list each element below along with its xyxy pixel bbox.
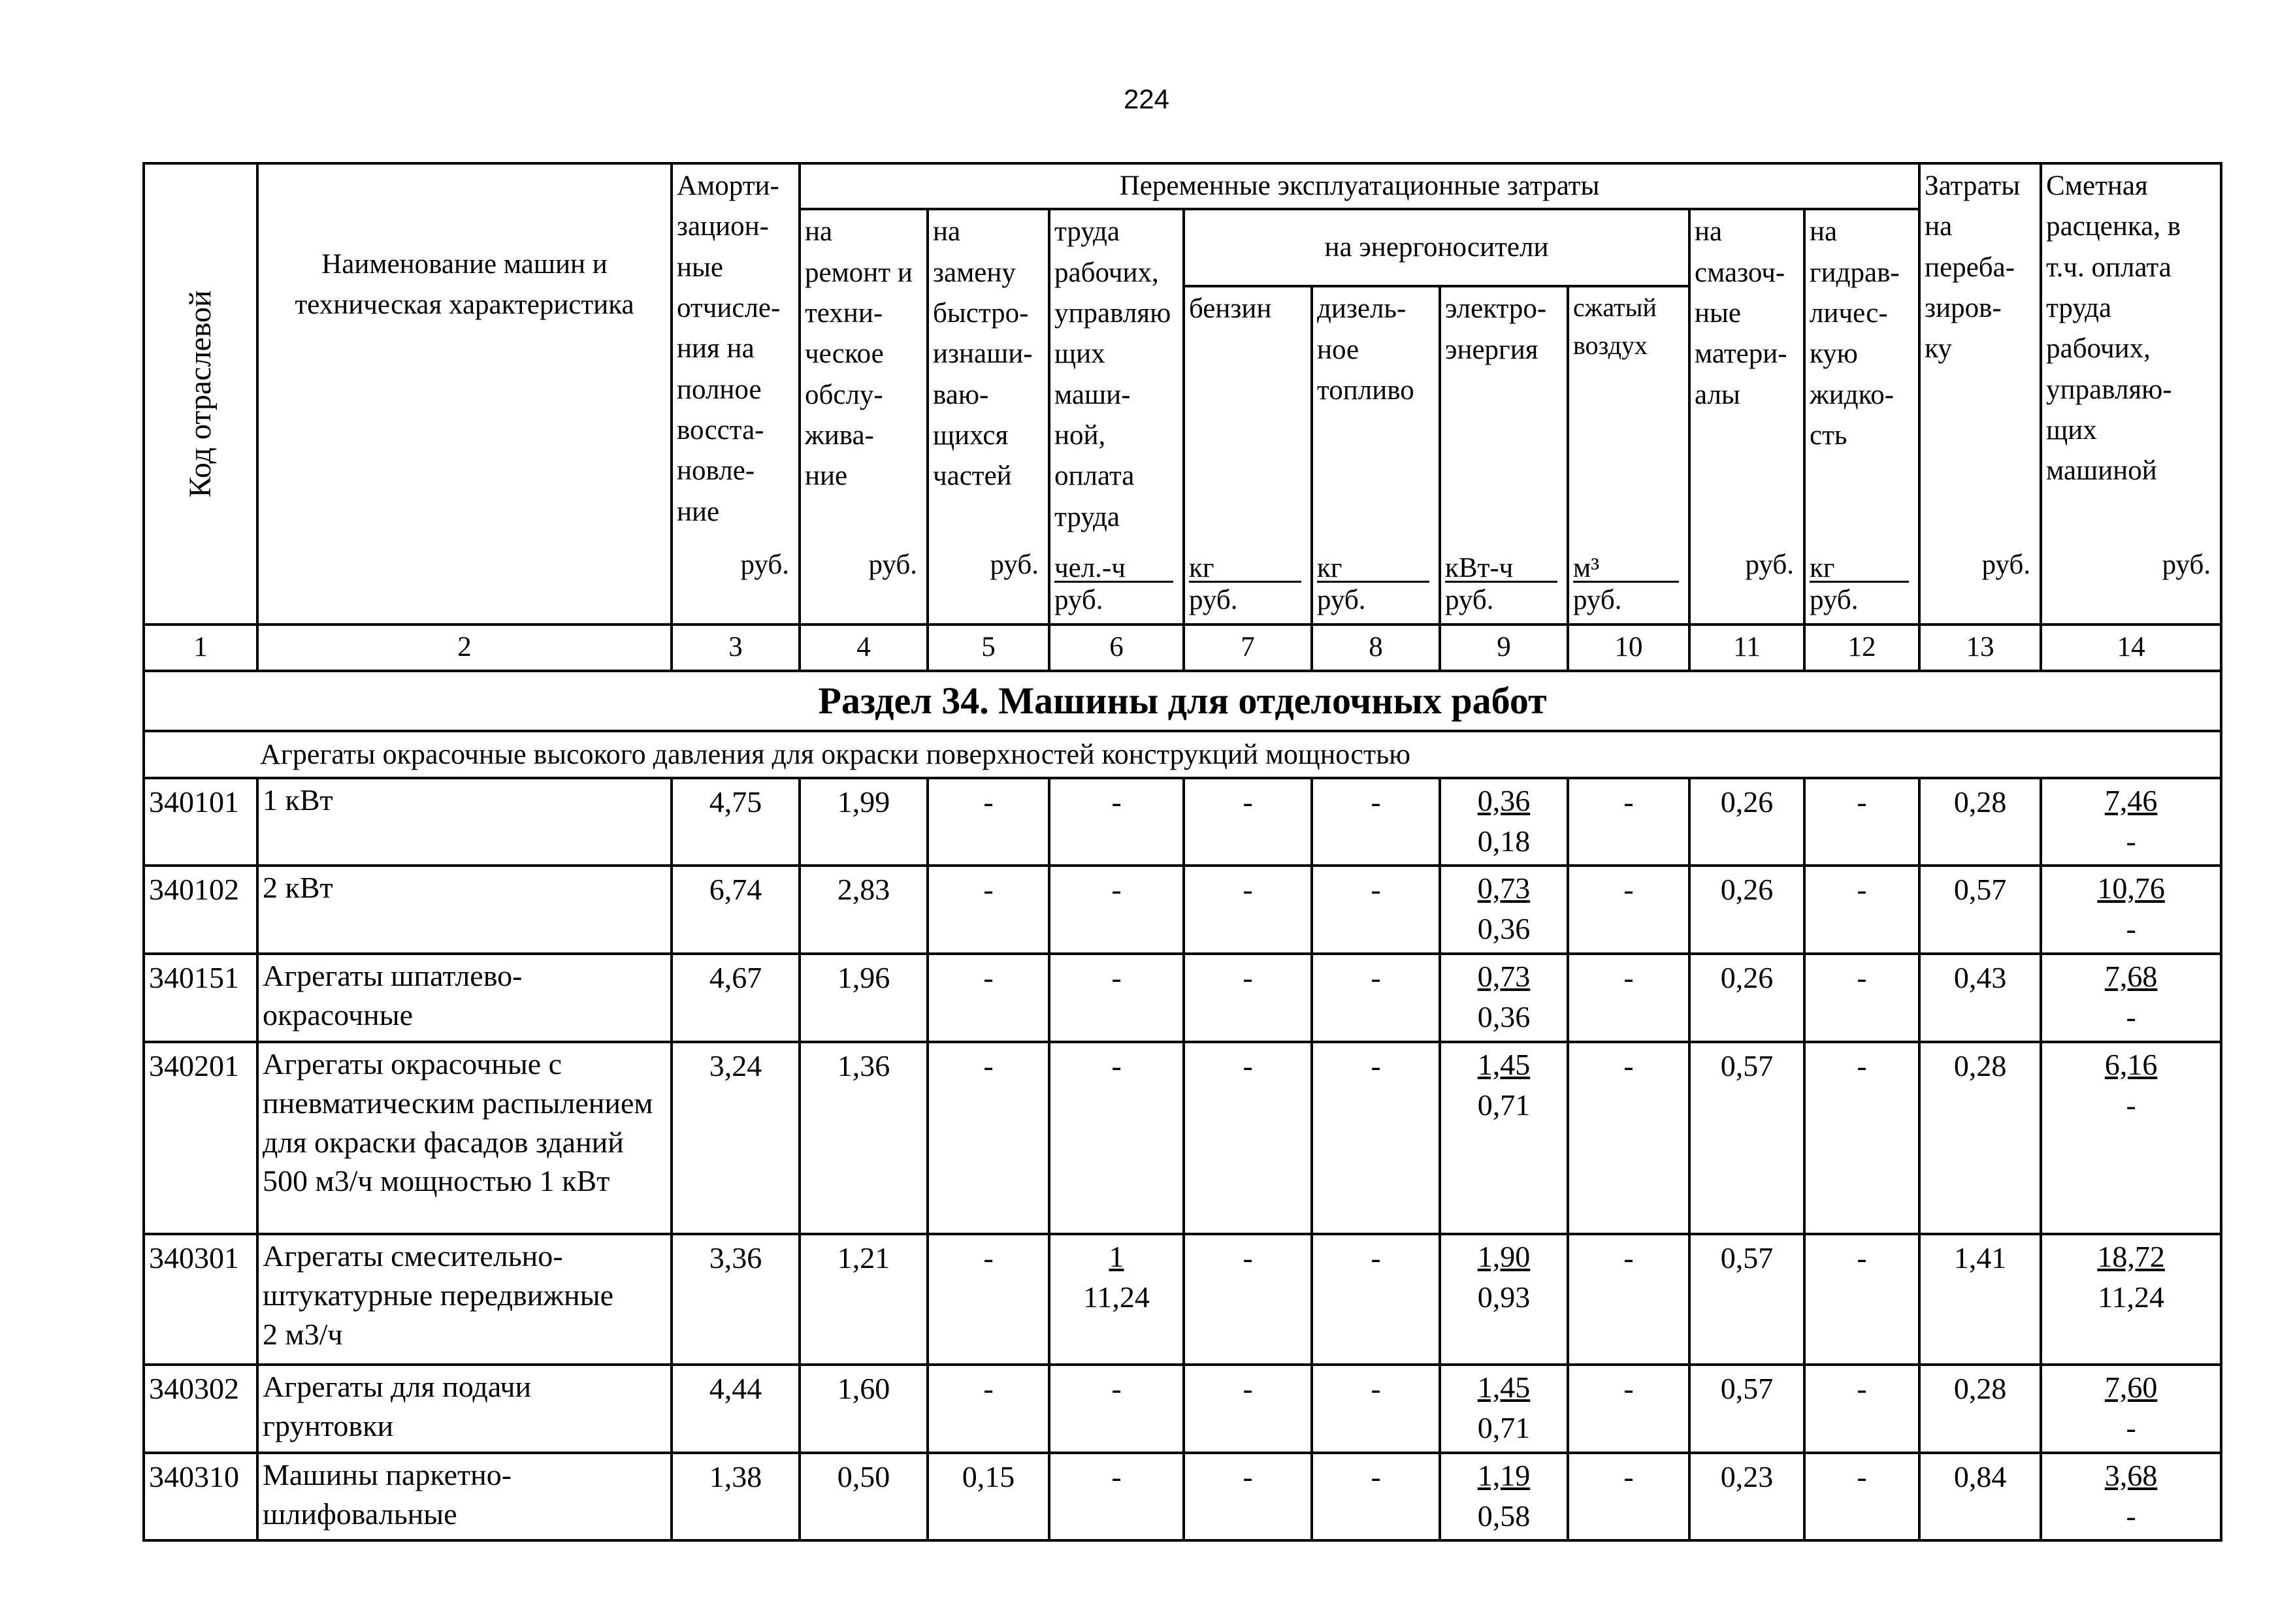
row-estimate — [2041, 866, 2221, 954]
column-number: 7 — [1184, 625, 1312, 670]
row-code: 340310 — [144, 1453, 257, 1541]
column-number: 3 — [672, 625, 800, 670]
row-electric-top: 1,19 — [1477, 1458, 1531, 1492]
header-estimate-unit: руб. — [2162, 549, 2211, 580]
row-parts: 0,15 — [928, 1453, 1049, 1541]
row-electric-fraction — [1478, 1455, 1531, 1536]
row-estimate-bottom: - — [2126, 912, 2136, 946]
row-parts: - — [928, 954, 1049, 1042]
row-amortization: 3,36 — [672, 1234, 800, 1365]
row-lubricants: 0,57 — [1689, 1234, 1804, 1365]
row-labor — [1049, 1234, 1184, 1365]
row-estimate-bottom: - — [2126, 1000, 2136, 1034]
row-labor: - — [1049, 866, 1184, 954]
row-name: Агрегаты смесительно- штукатурные передвижные 2 м3/ч — [257, 1234, 672, 1365]
row-amortization: 4,75 — [672, 778, 800, 866]
header-electric-label: электро- энергия — [1445, 293, 1547, 365]
header-petrol-label: бензин — [1189, 293, 1272, 325]
table-row — [144, 778, 2221, 866]
header-energy: на энергоносители — [1184, 209, 1689, 286]
header-name-label: Наименование машин и техническая характеристика — [295, 249, 634, 321]
header-hydraulic-unit-bottom: руб. — [1810, 585, 1859, 615]
row-estimate-bottom: - — [2126, 1411, 2136, 1445]
table-row — [144, 1042, 2221, 1234]
row-hydraulic: - — [1804, 1042, 1919, 1234]
row-labor: - — [1049, 778, 1184, 866]
row-diesel: - — [1312, 1042, 1440, 1234]
row-amortization: 1,38 — [672, 1453, 800, 1541]
row-estimate-fraction — [2105, 1367, 2158, 1448]
row-electric-bottom: 0,71 — [1477, 1411, 1531, 1445]
row-electric-fraction — [1478, 781, 1531, 862]
row-estimate-top: 7,60 — [2104, 1370, 2158, 1404]
row-electric-bottom: 0,18 — [1477, 824, 1531, 858]
row-diesel: - — [1312, 1453, 1440, 1541]
row-hydraulic: - — [1804, 954, 1919, 1042]
row-hydraulic: - — [1804, 778, 1919, 866]
row-electric-bottom: 0,58 — [1477, 1499, 1531, 1533]
row-air: - — [1568, 778, 1689, 866]
row-estimate — [2041, 1042, 2221, 1234]
row-lubricants: 0,57 — [1689, 1042, 1804, 1234]
header-diesel-unit-line — [1317, 548, 1429, 583]
column-number: 5 — [928, 625, 1049, 670]
row-repair: 1,36 — [800, 1042, 928, 1234]
row-lubricants: 0,26 — [1689, 778, 1804, 866]
row-repair: 1,96 — [800, 954, 928, 1042]
row-parts: - — [928, 1234, 1049, 1365]
header-air-label: сжатый воздух — [1573, 293, 1657, 361]
row-air: - — [1568, 1234, 1689, 1365]
header-lubricants-unit: руб. — [1745, 549, 1794, 580]
row-estimate-fraction — [2105, 956, 2158, 1037]
row-name: Агрегаты шпатлево- окрасочные — [257, 954, 672, 1042]
column-number: 12 — [1804, 625, 1919, 670]
row-lubricants: 0,26 — [1689, 954, 1804, 1042]
header-petrol-unit-top: кг — [1189, 553, 1214, 584]
column-number: 6 — [1049, 625, 1184, 670]
header-diesel — [1312, 286, 1440, 625]
row-electric-bottom: 0,36 — [1477, 912, 1531, 946]
row-estimate-top: 3,68 — [2104, 1458, 2158, 1492]
column-number: 14 — [2041, 625, 2221, 670]
row-petrol: - — [1184, 1453, 1312, 1541]
row-estimate-fraction — [2097, 1237, 2165, 1318]
header-parts-label: на замену быстро- изнаши- ваю- щихся частей — [933, 216, 1033, 492]
row-diesel: - — [1312, 778, 1440, 866]
row-parts: - — [928, 778, 1049, 866]
header-estimate — [2041, 163, 2221, 625]
row-diesel: - — [1312, 1234, 1440, 1365]
row-repair: 1,99 — [800, 778, 928, 866]
header-air — [1568, 286, 1689, 625]
row-relocation: 0,84 — [1919, 1453, 2041, 1541]
row-hydraulic: - — [1804, 1365, 1919, 1453]
header-lubricants — [1689, 209, 1804, 625]
header-petrol-unit-bottom: руб. — [1189, 585, 1238, 615]
row-labor: - — [1049, 1365, 1184, 1453]
page-number: 224 — [1123, 84, 1170, 114]
row-electric — [1440, 1453, 1568, 1541]
row-estimate-fraction — [2105, 781, 2158, 862]
row-repair: 2,83 — [800, 866, 928, 954]
row-relocation: 0,28 — [1919, 1365, 2041, 1453]
header-labor-unit-line — [1054, 548, 1173, 583]
header-hydraulic-label: на гидрав- личес- кую жидко- сть — [1810, 216, 1900, 451]
row-parts: - — [928, 866, 1049, 954]
row-estimate-bottom: - — [2126, 1499, 2136, 1533]
table-row — [144, 1453, 2221, 1541]
column-number: 13 — [1919, 625, 2041, 670]
row-estimate-bottom: - — [2126, 824, 2136, 858]
row-electric-top: 1,45 — [1477, 1370, 1531, 1404]
header-code-label: Код отраслевой — [183, 290, 218, 498]
row-estimate-top: 7,46 — [2104, 783, 2158, 817]
row-estimate-top: 7,68 — [2104, 960, 2158, 994]
table-body — [144, 671, 2221, 778]
row-air: - — [1568, 1453, 1689, 1541]
row-name: Машины паркетно- шлифовальные — [257, 1453, 672, 1541]
row-air: - — [1568, 1365, 1689, 1453]
row-diesel: - — [1312, 954, 1440, 1042]
row-repair: 1,60 — [800, 1365, 928, 1453]
header-repair — [800, 209, 928, 625]
header-amortization — [672, 163, 800, 625]
row-code: 340302 — [144, 1365, 257, 1453]
row-air: - — [1568, 1042, 1689, 1234]
row-code: 340102 — [144, 866, 257, 954]
row-labor-top: 1 — [1109, 1239, 1124, 1273]
column-number: 8 — [1312, 625, 1440, 670]
row-repair: 0,50 — [800, 1453, 928, 1541]
row-petrol: - — [1184, 778, 1312, 866]
row-relocation: 1,41 — [1919, 1234, 2041, 1365]
row-parts: - — [928, 1042, 1049, 1234]
header-labor-label: труда рабочих, управляю щих маши- ной, оплата труда — [1054, 216, 1171, 532]
row-name: Агрегаты для подачи грунтовки — [257, 1365, 672, 1453]
row-petrol: - — [1184, 1234, 1312, 1365]
header-diesel-unit-bottom: руб. — [1317, 585, 1366, 615]
table-row — [144, 1365, 2221, 1453]
column-number: 1 — [144, 625, 257, 670]
row-estimate-top: 10,76 — [2097, 871, 2165, 905]
row-electric — [1440, 1365, 1568, 1453]
header-electric-unit-bottom: руб. — [1445, 585, 1494, 615]
row-labor-bottom: 11,24 — [1083, 1280, 1150, 1314]
table-row — [144, 954, 2221, 1042]
row-labor-fraction — [1083, 1237, 1150, 1318]
row-electric-fraction — [1478, 1237, 1531, 1318]
row-repair: 1,21 — [800, 1234, 928, 1365]
row-estimate-fraction — [2097, 868, 2165, 949]
row-hydraulic: - — [1804, 1234, 1919, 1365]
row-electric — [1440, 866, 1568, 954]
row-estimate — [2041, 778, 2221, 866]
header-lubricants-label: на смазоч- ные матери- алы — [1695, 216, 1787, 410]
column-number: 9 — [1440, 625, 1568, 670]
header-hydraulic-unit-top: кг — [1810, 553, 1835, 584]
row-electric — [1440, 1042, 1568, 1234]
header-petrol — [1184, 286, 1312, 625]
row-lubricants: 0,26 — [1689, 866, 1804, 954]
header-amortization-unit: руб. — [740, 549, 789, 580]
column-number: 10 — [1568, 625, 1689, 670]
header-labor-unit-bottom: руб. — [1054, 585, 1103, 615]
header-relocation-unit: руб. — [1981, 549, 2031, 580]
header-repair-label: на ремонт и техни- ческое обслу- жива- ние — [805, 216, 913, 492]
row-electric-top: 0,36 — [1477, 783, 1531, 817]
row-amortization: 4,44 — [672, 1365, 800, 1453]
row-petrol: - — [1184, 954, 1312, 1042]
row-relocation: 0,28 — [1919, 1042, 2041, 1234]
row-estimate-bottom: 11,24 — [2098, 1280, 2164, 1314]
row-code: 340201 — [144, 1042, 257, 1234]
row-code: 340151 — [144, 954, 257, 1042]
header-hydraulic — [1804, 209, 1919, 625]
row-petrol: - — [1184, 1042, 1312, 1234]
header-repair-unit: руб. — [868, 549, 917, 580]
row-estimate — [2041, 1453, 2221, 1541]
row-electric-bottom: 0,71 — [1477, 1088, 1531, 1122]
row-estimate-bottom: - — [2126, 1088, 2136, 1122]
row-name: 1 кВт — [257, 778, 672, 866]
header-relocation-label: Затраты на переба- зиров- ку — [1925, 171, 2021, 365]
header-petrol-unit-line — [1189, 548, 1301, 583]
machine-rates-table — [142, 162, 2222, 1542]
row-electric-fraction — [1478, 868, 1531, 949]
row-name: 2 кВт — [257, 866, 672, 954]
row-electric — [1440, 778, 1568, 866]
row-electric — [1440, 954, 1568, 1042]
header-relocation — [1919, 163, 2041, 625]
row-hydraulic: - — [1804, 866, 1919, 954]
row-amortization: 6,74 — [672, 866, 800, 954]
row-electric-bottom: 0,93 — [1477, 1280, 1531, 1314]
row-diesel: - — [1312, 1365, 1440, 1453]
header-parts — [928, 209, 1049, 625]
header-labor — [1049, 209, 1184, 625]
row-air: - — [1568, 866, 1689, 954]
row-electric-top: 0,73 — [1477, 871, 1531, 905]
header-variable-costs: Переменные эксплуатационные затраты — [800, 163, 1919, 209]
row-estimate-fraction — [2105, 1045, 2158, 1126]
row-estimate-fraction — [2105, 1455, 2158, 1536]
table-row — [144, 866, 2221, 954]
row-relocation: 0,43 — [1919, 954, 2041, 1042]
section-title: Раздел 34. Машины для отделочных работ — [144, 671, 2221, 731]
row-electric-top: 1,45 — [1477, 1047, 1531, 1081]
header-code — [144, 163, 257, 625]
row-hydraulic: - — [1804, 1453, 1919, 1541]
row-air: - — [1568, 954, 1689, 1042]
header-air-unit-bottom: руб. — [1573, 585, 1622, 615]
header-name — [257, 163, 672, 625]
row-estimate-top: 18,72 — [2097, 1239, 2165, 1273]
row-estimate — [2041, 1234, 2221, 1365]
row-estimate — [2041, 1365, 2221, 1453]
row-electric-top: 1,90 — [1477, 1239, 1531, 1273]
row-electric-fraction — [1478, 956, 1531, 1037]
column-number: 2 — [257, 625, 672, 670]
row-amortization: 4,67 — [672, 954, 800, 1042]
row-labor: - — [1049, 954, 1184, 1042]
header-diesel-unit-top: кг — [1317, 553, 1342, 584]
column-numbers — [144, 625, 2221, 670]
header-parts-unit: руб. — [990, 549, 1039, 580]
row-electric-fraction — [1478, 1045, 1531, 1126]
header-labor-unit-top: чел.-ч — [1054, 553, 1126, 584]
header-hydraulic-unit-line — [1810, 548, 1909, 583]
row-amortization: 3,24 — [672, 1042, 800, 1234]
table-header — [144, 163, 2221, 625]
header-air-unit-top: м³ — [1573, 553, 1600, 584]
header-electric-unit-top: кВт-ч — [1445, 553, 1514, 584]
header-diesel-label: дизель- ное топливо — [1317, 293, 1414, 406]
header-estimate-label: Сметная расценка, в т.ч. оплата труда рабочих, управляю- щих машиной — [2046, 171, 2181, 487]
group-title: Агрегаты окрасочные высокого давления для окраски поверхностей конструкций мощностью — [144, 731, 2221, 778]
row-electric-top: 0,73 — [1477, 960, 1531, 994]
header-electric-unit-line — [1445, 548, 1557, 583]
row-labor: - — [1049, 1453, 1184, 1541]
header-electric — [1440, 286, 1568, 625]
row-electric — [1440, 1234, 1568, 1365]
row-parts: - — [928, 1365, 1049, 1453]
row-diesel: - — [1312, 866, 1440, 954]
row-code: 340301 — [144, 1234, 257, 1365]
table-row — [144, 1234, 2221, 1365]
row-relocation: 0,57 — [1919, 866, 2041, 954]
row-petrol: - — [1184, 1365, 1312, 1453]
row-lubricants: 0,23 — [1689, 1453, 1804, 1541]
row-estimate — [2041, 954, 2221, 1042]
row-labor: - — [1049, 1042, 1184, 1234]
row-relocation: 0,28 — [1919, 778, 2041, 866]
row-name: Агрегаты окрасочные с пневматическим распылением для окраски фасадов зданий 500 м3/ч мощностью 1 кВт — [257, 1042, 672, 1234]
row-electric-bottom: 0,36 — [1477, 1000, 1531, 1034]
data-rows — [144, 778, 2221, 1541]
row-electric-fraction — [1478, 1367, 1531, 1448]
row-estimate-top: 6,16 — [2104, 1047, 2158, 1081]
row-petrol: - — [1184, 866, 1312, 954]
row-lubricants: 0,57 — [1689, 1365, 1804, 1453]
header-amortization-label: Аморти- зацион- ные отчисле- ния на полное восста- новле- ние — [677, 171, 781, 527]
column-number: 11 — [1689, 625, 1804, 670]
column-number: 4 — [800, 625, 928, 670]
row-code: 340101 — [144, 778, 257, 866]
header-air-unit-line — [1573, 548, 1679, 583]
